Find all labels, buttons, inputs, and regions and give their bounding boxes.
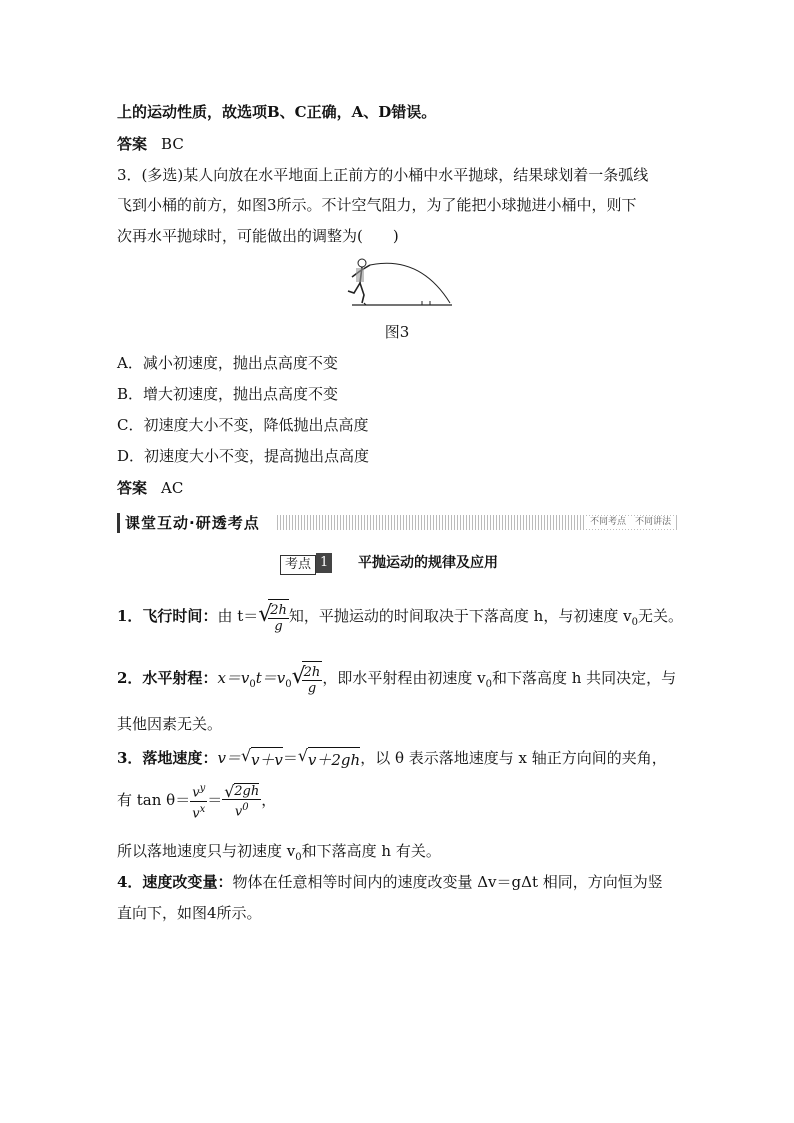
subscript: 0 [295, 852, 302, 863]
formula-text: ＝ [207, 791, 223, 809]
answer-label: 答案 [117, 135, 148, 153]
denominator: v [234, 804, 243, 820]
banner-title: 课堂互动·研透考点 [125, 512, 264, 534]
topic-label: 考点 [280, 555, 316, 575]
option-a: A．减小初速度，抛出点高度不变 [117, 354, 338, 372]
question-line: 3．(多选)某人向放在水平地面上正前方的小桶中水平抛球，结果球划着一条弧线 [117, 166, 649, 184]
superscript: 0 [242, 801, 249, 813]
formula-text: ＝ [282, 749, 298, 767]
question-line: 次再水平抛球时，可能做出的调整为( ) [117, 227, 399, 245]
topic-heading [280, 553, 498, 573]
sqrt-formula: √ v＋v [241, 747, 283, 772]
topic-number: 1 [316, 553, 332, 573]
formula-text: ， [261, 791, 277, 809]
formula-text: 知，平抛运动的时间取决于下落高度 h，与初速度 v [288, 607, 632, 625]
denominator: g [274, 619, 283, 634]
answer-line [117, 134, 682, 154]
subscript: 0 [485, 679, 492, 690]
formula-text: 由 t＝ [217, 607, 259, 625]
item-range-cont: 其他因素无关。 [117, 715, 223, 733]
superscript: y [199, 783, 206, 795]
answer-value: AC [161, 479, 184, 497]
topic-title: 平抛运动的规律及应用 [358, 555, 498, 571]
item-range [117, 660, 682, 696]
formula-text: 无关。 [637, 607, 683, 625]
text-line: 上的运动性质，故选项B、C正确，A、D错误。 [117, 103, 437, 121]
item-velocity-change [117, 872, 682, 892]
subscript: 0 [249, 679, 256, 690]
item-lead: 1．飞行时间： [117, 607, 218, 625]
section-banner [117, 512, 677, 534]
banner-bar [117, 513, 120, 533]
formula-text: ，即水平射程由初速度 v [322, 669, 486, 687]
numerator: 2h [303, 665, 321, 680]
formula-text: v＝ [217, 749, 241, 767]
radicand: v＋2gh [308, 747, 360, 772]
fraction [190, 781, 207, 821]
option-c: C．初速度大小不变，降低抛出点高度 [117, 416, 369, 434]
superscript: x [199, 803, 206, 815]
formula-text: 有 tan θ＝ [117, 791, 191, 809]
denominator: v [192, 805, 200, 821]
radicand: 2gh [234, 783, 260, 799]
formula-text: 和下落高度 h 共同决定，与 [491, 669, 677, 687]
denominator: g [307, 681, 317, 696]
formula-text: 所以落地速度只与初速度 v [117, 842, 296, 860]
radicand: v＋v [251, 747, 283, 772]
question-line: 飞到小桶的前方，如图3所示。不计空气阻力，为了能把小球抛进小桶中，则下 [117, 196, 637, 214]
banner-tag: 不同考点 不同讲法 [586, 516, 675, 529]
fraction: √ 2gh $v^0$ [224, 781, 260, 820]
answer-label: 答案 [117, 479, 148, 497]
item-landing-velocity [117, 746, 682, 770]
numerator: 2h [270, 603, 287, 618]
answer-value: BC [161, 135, 184, 153]
item-lead: 2．水平射程： [117, 669, 218, 687]
item-tan-formula [117, 780, 682, 820]
formula-text: x＝v [217, 669, 250, 687]
answer-line [117, 478, 682, 498]
sqrt-formula: √ v＋2gh [298, 747, 360, 772]
figure-caption: 图3 [384, 323, 410, 341]
option-d: D．初速度大小不变，提高抛出点高度 [117, 447, 370, 465]
formula-text: 和下落高度 h 有关。 [301, 842, 441, 860]
formula-text: t＝v [255, 669, 286, 687]
numerator: v [192, 785, 200, 801]
item-flight-time [117, 598, 682, 634]
subscript: 0 [285, 679, 292, 690]
item-lead: 4．速度改变量： [117, 873, 233, 891]
person-throwing-ball-icon [340, 253, 455, 313]
formula-text: ，以 θ 表示落地速度与 x 轴正方向间的夹角， [360, 749, 667, 767]
sqrt-formula: √ $\frac{2h}{g}$ [258, 599, 289, 636]
option-b: B．增大初速度，抛出点高度不变 [117, 385, 339, 403]
sqrt-formula: √ $\frac{2h}{g}$ [292, 661, 323, 698]
item-landing-cont [117, 841, 682, 868]
item-lead: 3．落地速度： [117, 749, 218, 767]
item-velocity-change-cont: 直向下，如图4所示。 [117, 904, 262, 922]
formula-text: 物体在任意相等时间内的速度改变量 Δv＝gΔt 相同，方向恒为竖 [232, 873, 663, 891]
subscript: 0 [631, 617, 638, 628]
